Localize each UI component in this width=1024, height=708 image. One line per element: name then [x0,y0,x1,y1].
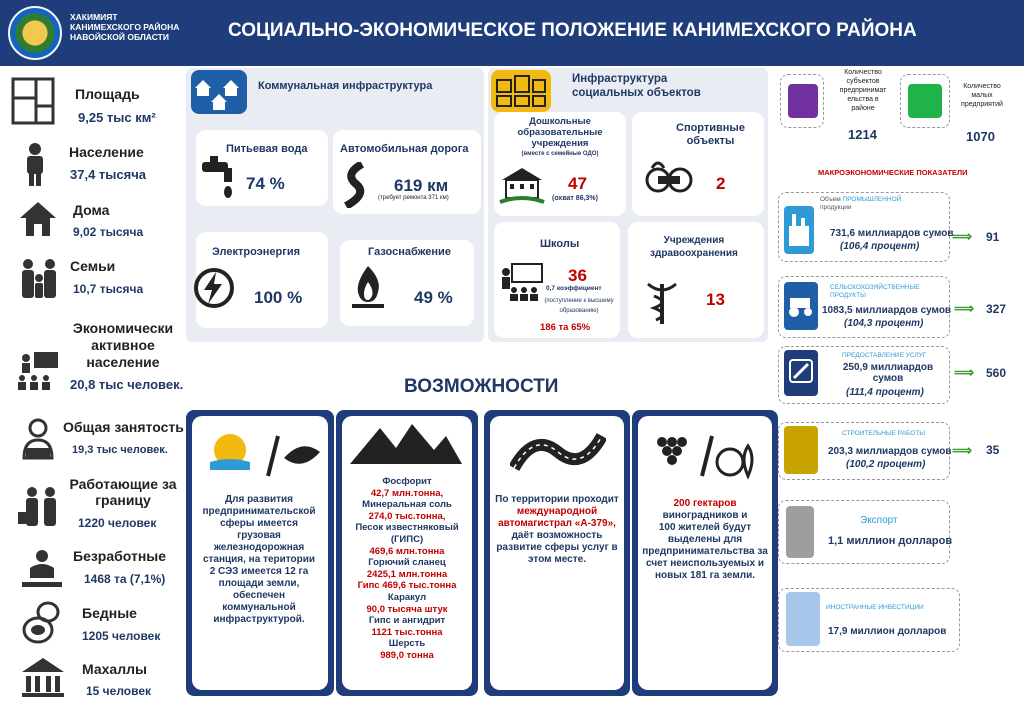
enterprise-label-line: субъектов [846,78,880,85]
opportunity-text-line: железнодорожная [213,542,305,553]
stat-label: Дома [73,202,110,218]
enterprise-value-green: 1070 [966,129,995,144]
stat-label: границу [95,492,151,508]
opportunity-text-line: станция, на територии [202,554,316,565]
enterprise-swatch-green [908,84,942,118]
macro-category: ПРОМЫШЛЕННОЙ [842,196,902,203]
macro-industry-rank: 91 [986,230,1000,244]
health-label [650,234,738,260]
health-label-line: здравоохранения [650,248,738,259]
poor-icon [20,600,64,644]
stat-label-block [68,476,178,508]
construction-swatch [784,426,818,474]
macro-construction-rank: 35 [986,443,1000,457]
resource-line: Фосфорит [382,476,432,487]
highway-icon [510,428,606,476]
floor-plan-icon [10,76,56,126]
tourism-fish-icon [198,428,324,478]
road-icon [340,162,370,208]
medicine-icon [644,274,680,326]
macro-services-value [836,362,940,384]
stat-label: Общая занятость [63,419,184,435]
resource-line: 42,7 млн.тонна, [370,487,444,499]
opportunity-text-line: обеспечен [232,590,286,601]
school-building-icon [498,166,546,206]
person-icon [20,142,50,186]
arrow-right-icon: ⟹ [954,364,975,380]
social-icon [491,70,551,112]
enterprise-label-line: Количество [844,69,882,76]
teacher-icon [16,350,60,392]
opportunity-text-line: новых 181 га земли. [654,570,756,581]
unemployed-icon [20,548,64,588]
macro-export-value: 1,1 миллион долларов [828,535,953,547]
stat-label: Работающие за [69,476,177,492]
gas-flame-icon [348,264,388,312]
arrow-right-icon: ⟹ [952,442,973,458]
sport-label-line: Спортивные [676,122,745,134]
grapes-fruit-icon [648,428,764,480]
macro-category: СЕЛЬСКОХОЗЯЙСТВЕННЫЕ [830,284,920,291]
opportunity-text-line: сферы имеется [220,518,298,529]
family-icon [18,258,62,298]
emblem-icon [8,6,62,60]
faucet-icon [200,156,236,200]
resource-line: Гипс и ангидрит [368,615,446,627]
stat-label: Экономически [72,320,174,336]
opportunity-text-line: автомагистрал «А-379», [498,518,616,529]
opportunity-text-line: площади земли, [218,578,300,589]
sport-value: 2 [716,174,726,193]
opportunity-text-line: По территории проходит [495,494,619,505]
social-title-line: социальных объектов [572,87,701,99]
opportunity-text-line: предпринимательства за [642,546,768,557]
preschool-label-line: учреждения [531,138,589,149]
stat-value: 19,3 тыс человек. [72,444,168,456]
resource-line: 90,0 тысяча штук [366,603,448,615]
preschool-label-line: Дошкольные [529,116,591,127]
mountains-icon [350,420,462,464]
opportunity-text-line: предпринимательской [202,506,316,517]
opportunity-text-line: Для развития [224,494,294,505]
macro-category: продукции [820,204,852,211]
enterprise-value-purple: 1214 [848,127,877,142]
lightning-icon [192,266,236,310]
enterprise-label-green [956,82,1008,109]
water-value: 74 % [246,174,285,193]
macro-investment-category: ИНОСТРАННЫЕ ИНВЕСТИЦИИ [826,604,924,611]
opportunity-text-line: коммунальной [222,602,296,613]
water-label: Питьевая вода [226,143,308,155]
enterprise-label-line: Количество [963,83,1001,90]
stat-label: население [86,354,160,370]
schools-note-line: (поступление к высшему [544,298,614,304]
resource-line: 989,0 тонна [380,649,434,661]
sport-label [676,122,745,148]
org-line: ХАКИМИЯТ [70,12,118,22]
enterprise-label-line: районе [851,105,875,112]
org-name [70,12,240,42]
sport-label-line: объекты [686,135,735,147]
social-title-line: Инфраструктура [572,73,668,85]
opportunity-text-line: 2 СЭЗ имеется 12 га [209,566,309,577]
stat-value: 9,02 тысяча [73,225,144,239]
page-title: СОЦИАЛЬНО-ЭКОНОМИЧЕСКОЕ ПОЛОЖЕНИЕ КАНИМЕХСКОГО РАЙОНА [228,20,917,41]
opportunity-text-line: инфраструктурой. [213,614,305,625]
opportunity-text-line: виноградников и [662,510,748,521]
arrow-right-icon: ⟹ [954,300,975,316]
resource-line: Песок известняковый [355,522,459,534]
macro-agriculture-value: 1083,5 миллиардов сумов [822,305,952,316]
mahalla-icon [20,656,66,698]
tractor-icon [784,282,818,330]
worker-icon [18,418,58,460]
preschool-note: (охват 86,3%) [552,195,598,202]
resource-line: 469,6 млн.тонна [369,545,445,557]
macro-construction-value: 203,3 миллиардов сумов [828,446,952,457]
stat-label: Бедные [82,605,137,621]
stat-value: 1220 человек [78,516,157,530]
opportunity-text-line: этом месте. [528,554,586,565]
macro-services-pct: (111,4 процент) [846,387,924,398]
stat-label: Безработные [73,548,167,564]
resource-line: Минеральная соль [362,499,452,511]
macro-services-category: ПРЕДОСТАВЛЕНИЕ УСЛУГ [842,352,927,359]
macro-industry-category [820,196,901,212]
enterprise-swatch-purple [788,84,818,118]
schools-note [536,296,622,316]
macro-industry-pct: (106,4 процент) [840,241,920,252]
schools-note-line: образованию) [559,308,599,314]
stat-value: 10,7 тысяча [73,282,144,296]
preschool-label [500,116,620,160]
macro-agriculture-pct: (104,3 процент) [844,318,924,329]
macro-agriculture-rank: 327 [986,302,1007,316]
resource-line: Шерсть [388,638,426,650]
resource-line: Каракул [387,591,427,603]
health-label-line: Учреждения [663,235,725,246]
opportunity-text-line: даёт возможность [511,530,603,541]
stat-label-block [63,320,183,371]
factory-icon [784,206,814,254]
resource-line: 1121 тыс.тонна [371,626,443,638]
macro-agriculture-category [830,284,920,300]
resource-line: Горючий сланец [368,557,446,569]
org-line: НАВОЙСКОЙ ОБЛАСТИ [70,32,169,42]
resource-line: 274,0 тыс.тонна, [368,510,446,522]
macro-construction-category: СТРОИТЕЛЬНЫЕ РАБОТЫ [842,430,926,437]
stat-label: Махаллы [82,661,147,677]
export-swatch [786,506,814,558]
stat-value: 20,8 тыс человек. [70,377,184,392]
communal-icon [191,70,247,114]
travelers-icon [18,486,60,528]
schools-value: 36 [568,266,587,285]
macro-services-rank: 560 [986,366,1007,380]
macro-export-category: Экспорт [860,515,898,526]
opportunity-card-4-text [640,498,770,582]
gas-value: 49 % [414,288,453,307]
stat-label: Площадь [75,86,140,102]
road-note: (требует ремонта 371 км) [378,195,449,201]
enterprise-label-line: малых [971,92,993,99]
stat-value: 1205 человек [82,629,161,643]
schools-coef: 0,7 коэффициент [546,285,602,292]
house-icon [18,200,58,238]
stat-label: Семьи [70,258,116,274]
macro-value-line: 250,9 миллиардов [842,362,934,373]
power-value: 100 % [254,288,303,307]
macro-value-line: сумов [872,373,904,384]
macro-industry-value: 731,6 миллиардов сумов [830,228,954,239]
gas-label: Газоснабжение [368,246,451,258]
preschool-label-line: образовательные [517,127,603,138]
stat-value: 37,4 тысяча [70,167,146,182]
tools-icon [784,350,818,396]
resource-line: Гипс 469,6 тыс.тонна [357,580,457,592]
kettlebell-icon [644,154,694,198]
macro-investment-value: 17,9 миллион долларов [828,626,947,637]
communal-title: Коммунальная инфраструктура [258,80,433,92]
houses-icon [191,70,247,114]
opportunity-text-line: выделены для [667,534,743,545]
preschool-label-line: (вместе с семейные ОДО) [521,151,599,157]
resource-line: 2425,1 млн.тонна [366,568,448,580]
org-line: КАНИМЕХСКОГО РАЙОНА [70,22,180,32]
opportunity-text-line: развитие сферы услуг в [496,542,618,553]
enterprise-label-line: предпринимат [839,87,887,94]
opportunity-text-line: 100 жителей будут [658,522,752,533]
opportunity-card-1-text [196,494,322,626]
opportunity-text-line: счет неиспользуемых и [646,558,764,569]
macro-construction-pct: (100,2 процент) [846,459,926,470]
opportunities-title: ВОЗМОЖНОСТИ [404,376,559,397]
investment-swatch [786,592,820,646]
stat-label: Население [69,144,144,160]
health-value: 13 [706,290,725,309]
opportunity-card-3-text [494,494,620,566]
road-label: Автомобильная дорога [340,143,469,155]
opportunity-text-line: грузовая [237,530,281,541]
power-label: Электроэнергия [212,246,301,258]
schools-admission: 186 та 65% [540,322,591,333]
opportunity-card-2-text [344,476,470,662]
opportunity-text-line: 200 гектаров [673,498,737,509]
resource-line: (ГИПС) [390,533,424,545]
stat-label: активное [91,337,155,353]
arrow-right-icon: ⟹ [952,228,973,244]
schools-label: Школы [540,238,580,250]
enterprise-label-line: предприятий [961,101,1003,108]
macro-category: ПРОДУКТЫ [830,292,866,299]
social-title [572,72,701,100]
opportunity-text-line: международной [516,506,598,517]
stat-value: 15 человек [86,684,152,698]
macro-category: Объем [820,196,841,203]
road-value: 619 км [394,176,449,195]
stat-value: 1468 та (7,1%) [84,572,166,586]
stat-value: 9,25 тыс км² [78,110,156,125]
enterprise-label-purple [832,68,894,113]
buildings-icon [491,70,551,112]
preschool-value: 47 [568,174,587,193]
macro-title: МАКРОЭКОНОМИЧЕСКИЕ ПОКАЗАТЕЛИ [818,168,968,177]
enterprise-label-line: ельства в [847,96,879,103]
